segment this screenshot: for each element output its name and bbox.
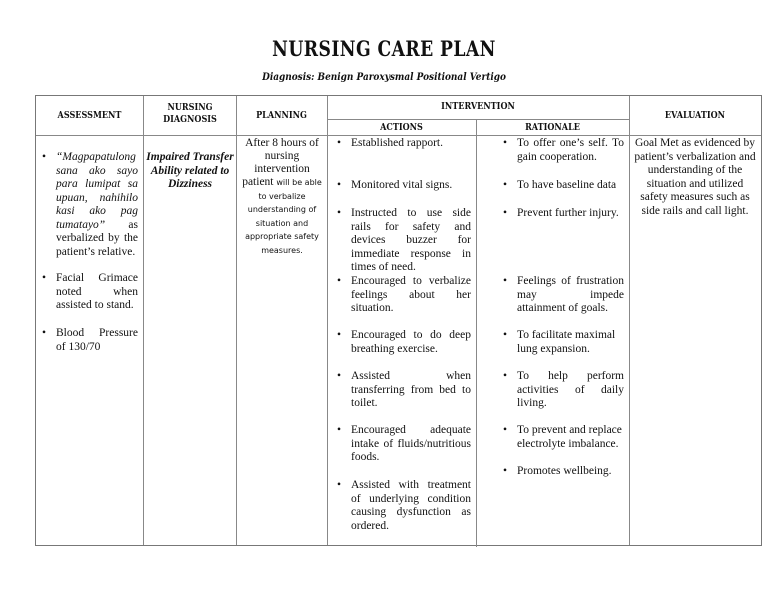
page-title: NURSING CARE PLAN: [272, 36, 496, 61]
header-intervention: INTERVENTION: [441, 101, 515, 112]
action-item: • Monitored vital signs.: [351, 179, 471, 193]
planning-goal: After 8 hours of nursing intervention patient: [242, 137, 319, 188]
rationale-item: • To help perform activities of daily living.: [517, 370, 624, 411]
nursing-diagnosis-text: Impaired Transfer Ability related to Dizziness: [146, 151, 234, 190]
rationale-item: • To facilitate maximal lung expansion.: [517, 329, 624, 356]
rationale-item: • Prevent further injury.: [517, 207, 624, 221]
column-divider: [143, 96, 144, 545]
header-nursing-diagnosis: NURSING DIAGNOSIS: [163, 102, 217, 125]
column-divider: [327, 96, 328, 545]
action-item: • Encouraged to do deep breathing exercise.: [351, 329, 471, 356]
rationale-item: • To have baseline data: [517, 179, 624, 193]
diagnosis-subtitle: Diagnosis: Benign Paroxysmal Positional Vertigo: [262, 71, 506, 83]
rationale-item: • Promotes wellbeing.: [517, 465, 624, 479]
assessment-item: • Facial Grimace noted when assisted to stand.: [56, 272, 138, 313]
action-item: • Assisted when transferring from bed to toilet.: [351, 370, 471, 411]
rationale-item: • To offer one’s self. To gain cooperation.: [517, 137, 624, 164]
patient-quote: “Magpapatulong sana ako sayo para lumipat sa upuan, nahihilo kasi ako pag tumatayo”: [56, 151, 138, 231]
action-item: • Encouraged to verbalize feelings about her situation.: [351, 275, 471, 316]
column-divider: [236, 96, 237, 545]
row-divider: [327, 119, 629, 120]
evaluation-text: Goal Met as evidenced by patient’s verbalization and understanding of the situation and utilized safety measures such as side rails and call light.: [634, 137, 756, 217]
planning-outcome: will be able to verbalize understanding of situation and appropriate safety measures.: [245, 178, 322, 255]
rationale-item: • To prevent and replace electrolyte imbalance.: [517, 424, 624, 451]
planning-text: [239, 137, 325, 257]
quote-attribution: as verbalized by the patient’s relative.: [56, 218, 138, 258]
header-planning: PLANNING: [256, 110, 307, 121]
action-item: • Encouraged adequate intake of fluids/nutritious foods.: [351, 424, 471, 465]
action-item: • Established rapport.: [351, 137, 471, 151]
column-divider: [629, 96, 630, 545]
rationale-item: • Feelings of frustration may impede attainment of goals.: [517, 275, 624, 316]
column-divider: [476, 119, 477, 547]
action-item: • Instructed to use side rails for safety and devices buzzer for immediate response in times of need.: [351, 207, 471, 275]
header-actions: ACTIONS: [380, 122, 423, 133]
assessment-item: • Blood Pressure of 130/70: [56, 327, 138, 354]
action-item: • Assisted with treatment of underlying condition causing dysfunction as ordered.: [351, 479, 471, 533]
header-evaluation: EVALUATION: [664, 110, 726, 121]
header-rationale: RATIONALE: [525, 122, 580, 133]
header-divider: [36, 135, 761, 136]
care-plan-table: [35, 95, 762, 546]
header-assessment: ASSESSMENT: [57, 110, 122, 121]
assessment-item: [56, 151, 138, 259]
